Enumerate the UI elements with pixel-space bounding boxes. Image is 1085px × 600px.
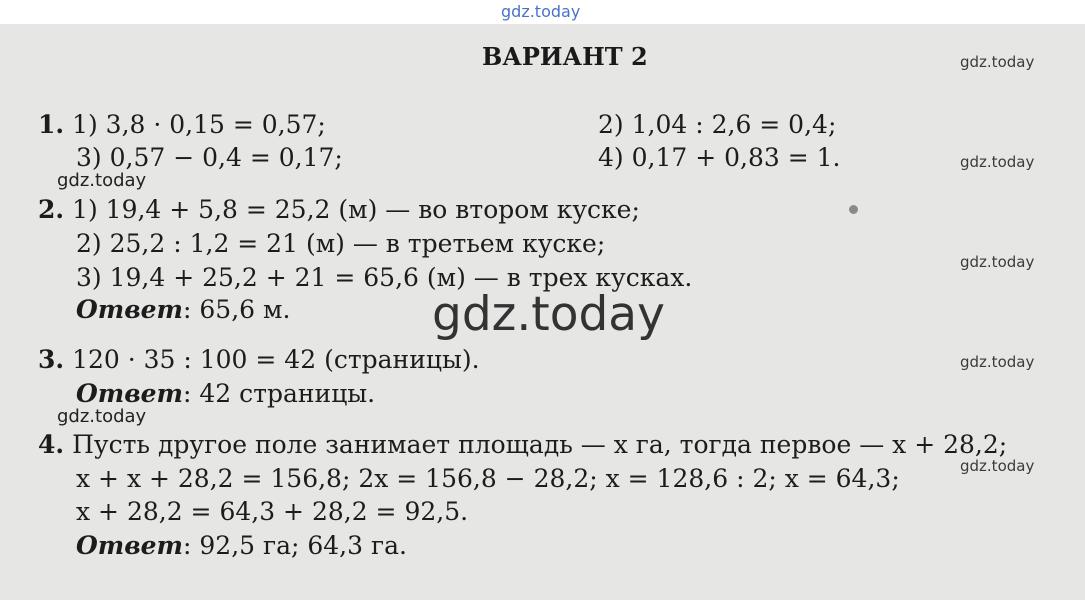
watermark-small-2: gdz.today [960,153,1035,171]
watermark-small-1: gdz.today [960,53,1035,71]
answer-label: Ответ [76,379,184,408]
task4-part-1: Пусть другое поле занимает площадь — x га, тогда первое — x + 28,2; [72,430,1008,459]
watermark-top: gdz.today [501,2,581,21]
task1-part-4: 4) 0,17 + 0,83 = 1. [598,143,841,172]
task4-part-2: x + x + 28,2 = 156,8; 2x = 156,8 − 28,2; x = 128,6 : 2; x = 64,3; [76,464,900,493]
task2-answer-value: : 65,6 м. [183,295,291,324]
task4-number: 4. [38,430,65,459]
watermark-left-1: gdz.today [57,170,147,191]
task4-part-3: x + 28,2 = 64,3 + 28,2 = 92,5. [76,497,469,526]
watermark-left-2: gdz.today [57,406,147,427]
task4-line-1 [38,430,1007,460]
task3-answer [76,379,375,409]
watermark-small-5: gdz.today [960,457,1035,475]
watermark-small-3: gdz.today [960,253,1035,271]
task2-part-1: 1) 19,4 + 5,8 = 25,2 (м) — во втором куске; [72,195,640,224]
task2-answer [76,295,290,325]
task3-part-1: 120 · 35 : 100 = 42 (страницы). [72,345,480,374]
task1-part-2: 2) 1,04 : 2,6 = 0,4; [598,110,837,139]
watermark-center: gdz.today [432,287,665,342]
answer-label: Ответ [76,531,184,560]
task2-part-3: 3) 19,4 + 25,2 + 21 = 65,6 (м) — в трех кусках. [76,263,693,292]
task1-part-1: 1) 3,8 · 0,15 = 0,57; [72,110,326,139]
task1-part-3: 3) 0,57 − 0,4 = 0,17; [76,143,343,172]
watermark-small-4: gdz.today [960,353,1035,371]
task2-line-1 [38,195,640,225]
task3-number: 3. [38,345,65,374]
task2-number: 2. [38,195,65,224]
task3-line-1 [38,345,480,375]
task4-answer [76,531,407,561]
task1-number: 1. [38,110,65,139]
answer-label: Ответ [76,295,184,324]
task2-part-2: 2) 25,2 : 1,2 = 21 (м) — в третьем куске; [76,229,606,258]
scan-speck [849,205,858,214]
page-title: ВАРИАНТ 2 [482,42,648,71]
task1-line-1 [38,110,326,140]
task4-answer-value: : 92,5 га; 64,3 га. [183,531,407,560]
task3-answer-value: : 42 страницы. [183,379,376,408]
